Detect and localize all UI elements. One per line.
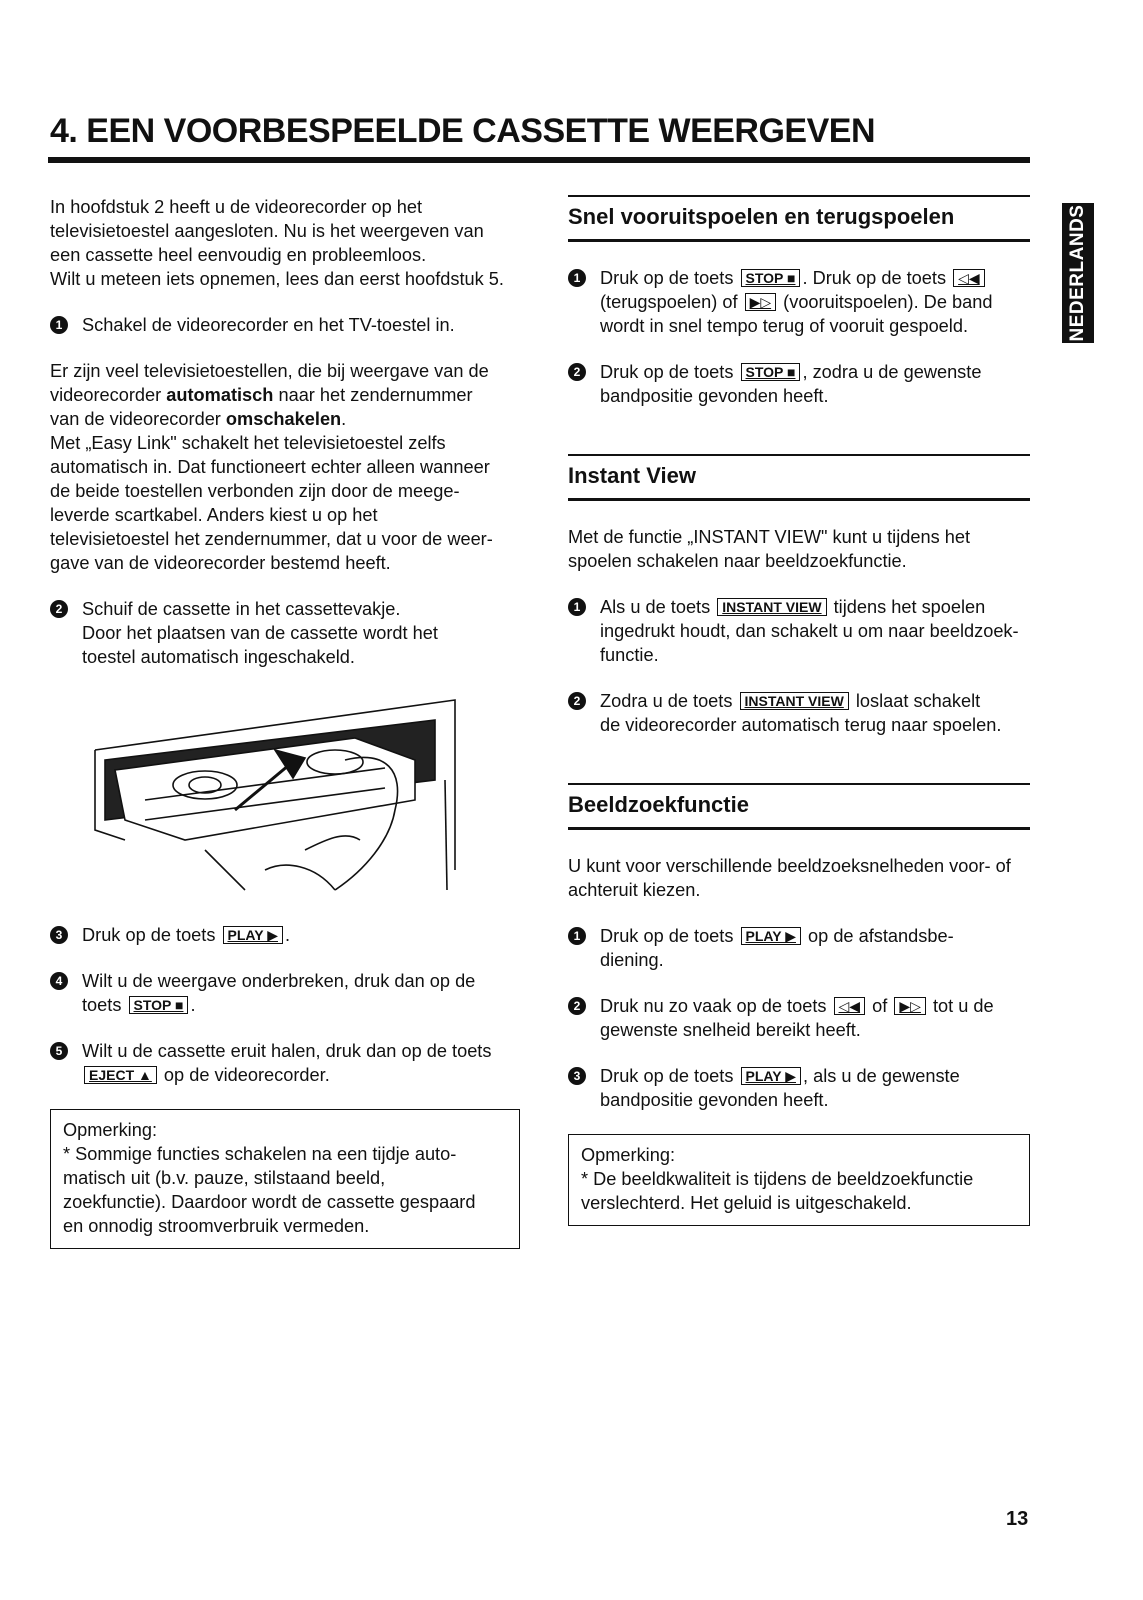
step-text: diening. bbox=[600, 950, 664, 970]
step-text bbox=[82, 993, 520, 1017]
step-2 bbox=[50, 597, 520, 669]
section-heading-instant-view: Instant View bbox=[568, 454, 1030, 501]
text: . bbox=[190, 995, 196, 1015]
note-line: * Sommige functies schakelen na een tijdje auto- bbox=[63, 1144, 457, 1164]
fast-wind-step-1 bbox=[568, 266, 1030, 338]
intro-line: een cassette heel eenvoudig en probleemloos. bbox=[50, 245, 427, 265]
text: . bbox=[284, 925, 291, 945]
step-text bbox=[600, 924, 1030, 948]
stop-key-icon: STOP ■ bbox=[129, 996, 189, 1014]
step-3 bbox=[50, 923, 520, 947]
text: Druk op de toets bbox=[600, 1066, 734, 1086]
step-number-icon: 2 bbox=[568, 997, 586, 1015]
text: . bbox=[341, 409, 347, 429]
step-text: Wilt u de cassette eruit halen, druk dan op de toets bbox=[82, 1041, 492, 1061]
title-rule bbox=[48, 157, 1030, 163]
text: van de videorecorder bbox=[50, 409, 226, 429]
text: tot u de bbox=[927, 996, 994, 1016]
step-number-icon: 2 bbox=[568, 692, 586, 710]
step-text bbox=[600, 689, 1030, 713]
para-line: Er zijn veel televisietoestellen, die bij weergave van de bbox=[50, 361, 489, 381]
instant-view-key-icon: INSTANT VIEW bbox=[717, 598, 826, 616]
text: (terugspoelen) of bbox=[600, 292, 738, 312]
para-line bbox=[50, 407, 520, 431]
para-line: televisietoestel het zendernummer, dat u voor de weer- bbox=[50, 529, 493, 549]
note-box bbox=[50, 1109, 520, 1249]
step-text bbox=[600, 266, 1030, 290]
step-4 bbox=[50, 969, 520, 1017]
note-title: Opmerking: bbox=[63, 1120, 158, 1140]
picture-search-step-3 bbox=[568, 1064, 1030, 1112]
step-text bbox=[600, 290, 1030, 314]
note-line: matisch uit (b.v. pauze, stilstaand beeld, bbox=[63, 1168, 386, 1188]
play-key-icon: PLAY ▶ bbox=[741, 927, 801, 945]
text: Druk op de toets bbox=[600, 362, 734, 382]
language-tab-label: NEDERLANDS bbox=[1067, 204, 1088, 342]
text: Als u de toets bbox=[600, 597, 711, 617]
step-text: Door het plaatsen van de cassette wordt het bbox=[82, 623, 438, 643]
step-text: de videorecorder automatisch terug naar spoelen. bbox=[600, 715, 1002, 735]
step-text: toestel automatisch ingeschakeld. bbox=[82, 647, 355, 667]
note-box bbox=[568, 1134, 1030, 1226]
text: Druk op de toets bbox=[600, 926, 734, 946]
rewind-key-icon: ◁◀ bbox=[834, 997, 866, 1015]
text: op de videorecorder. bbox=[158, 1065, 330, 1085]
step-text: ingedrukt houdt, dan schakelt u om naar beeldzoek- bbox=[600, 621, 1019, 641]
stop-key-icon: STOP ■ bbox=[741, 269, 801, 287]
text: op de afstandsbe- bbox=[802, 926, 954, 946]
eject-key-icon: EJECT ▲ bbox=[84, 1066, 157, 1084]
step-text: Wilt u de weergave onderbreken, druk dan op de bbox=[82, 971, 476, 991]
instant-view-step-1 bbox=[568, 595, 1030, 667]
step-number-icon: 5 bbox=[50, 1042, 68, 1060]
bold-text: omschakelen bbox=[225, 409, 342, 429]
auto-switch-paragraph bbox=[50, 359, 520, 575]
para-line: Met „Easy Link" schakelt het televisietoestel zelfs bbox=[50, 433, 446, 453]
instant-view-step-2 bbox=[568, 689, 1030, 737]
para-line: Met de functie „INSTANT VIEW" kunt u tijdens het bbox=[568, 527, 971, 547]
step-text: Schakel de videorecorder en het TV-toestel in. bbox=[82, 315, 455, 335]
note-line: en onnodig stroomverbruik vermeden. bbox=[63, 1216, 370, 1236]
step-number-icon: 1 bbox=[50, 316, 68, 334]
step-number-icon: 2 bbox=[50, 600, 68, 618]
bold-text: automatisch bbox=[166, 385, 274, 405]
language-tab bbox=[1062, 203, 1094, 343]
para-line: U kunt voor verschillende beeldzoeksnelheden voor- of bbox=[568, 856, 1011, 876]
step-text: functie. bbox=[600, 645, 659, 665]
step-text bbox=[600, 595, 1030, 619]
instant-view-intro bbox=[568, 525, 1030, 573]
chapter-title: 4. EEN VOORBESPEELDE CASSETTE WEERGEVEN bbox=[50, 112, 876, 150]
text: Druk op de toets bbox=[82, 925, 216, 945]
fast-forward-key-icon: ▶▷ bbox=[894, 997, 926, 1015]
para-line: leverde scartkabel. Anders kiest u op het bbox=[50, 505, 378, 525]
text: naar het zendernummer bbox=[273, 385, 473, 405]
intro-line: In hoofdstuk 2 heeft u de videorecorder op het bbox=[50, 197, 423, 217]
text: tijdens het spoelen bbox=[828, 597, 986, 617]
fast-forward-key-icon: ▶▷ bbox=[745, 293, 777, 311]
text: of bbox=[867, 996, 893, 1016]
section-heading-picture-search: Beeldzoekfunctie bbox=[568, 783, 1030, 830]
text: toets bbox=[82, 995, 122, 1015]
step-number-icon: 3 bbox=[50, 926, 68, 944]
note-line: * De beeldkwaliteit is tijdens de beeldzoekfunctie bbox=[581, 1169, 974, 1189]
cassette-insertion-illustration bbox=[85, 690, 475, 900]
play-key-icon: PLAY ▶ bbox=[741, 1067, 801, 1085]
page-number: 13 bbox=[1006, 1508, 1029, 1530]
step-5 bbox=[50, 1039, 520, 1087]
step-text: Schuif de cassette in het cassettevakje. bbox=[82, 599, 401, 619]
note-line: zoekfunctie). Daardoor wordt de cassette gespaard bbox=[63, 1192, 476, 1212]
step-text bbox=[600, 1064, 1030, 1088]
stop-key-icon: STOP ■ bbox=[741, 363, 801, 381]
step-text bbox=[600, 994, 1030, 1018]
intro-paragraph bbox=[50, 195, 520, 291]
note-title: Opmerking: bbox=[581, 1145, 676, 1165]
intro-line: televisietoestel aangesloten. Nu is het weergeven van bbox=[50, 221, 484, 241]
text: , zodra u de gewenste bbox=[802, 362, 982, 382]
text: videorecorder bbox=[50, 385, 167, 405]
text: loslaat schakelt bbox=[850, 691, 981, 711]
text: , als u de gewenste bbox=[802, 1066, 960, 1086]
step-text: bandpositie gevonden heeft. bbox=[600, 1090, 829, 1110]
text: . Druk op de toets bbox=[802, 268, 947, 288]
para-line: de beide toestellen verbonden zijn door de meege- bbox=[50, 481, 460, 501]
para-line: achteruit kiezen. bbox=[568, 880, 701, 900]
step-text bbox=[82, 1063, 520, 1087]
text: Druk op de toets bbox=[600, 268, 734, 288]
step-text: wordt in snel tempo terug of vooruit gespoeld. bbox=[600, 316, 969, 336]
step-1 bbox=[50, 313, 520, 337]
section-heading-fast-wind: Snel vooruitspoelen en terugspoelen bbox=[568, 195, 1030, 242]
step-text: bandpositie gevonden heeft. bbox=[600, 386, 829, 406]
text: Druk nu zo vaak op de toets bbox=[600, 996, 827, 1016]
intro-line: Wilt u meteen iets opnemen, lees dan eerst hoofdstuk 5. bbox=[50, 269, 504, 289]
step-number-icon: 1 bbox=[568, 598, 586, 616]
right-column bbox=[568, 195, 1030, 1226]
para-line: spoelen schakelen naar beeldzoekfunctie. bbox=[568, 551, 907, 571]
para-line: gave van de videorecorder bestemd heeft. bbox=[50, 553, 391, 573]
play-key-icon: PLAY ▶ bbox=[223, 926, 283, 944]
step-number-icon: 1 bbox=[568, 927, 586, 945]
step-text bbox=[82, 923, 520, 947]
para-line: automatisch in. Dat functioneert echter alleen wanneer bbox=[50, 457, 490, 477]
picture-search-step-2 bbox=[568, 994, 1030, 1042]
step-number-icon: 2 bbox=[568, 363, 586, 381]
rewind-key-icon: ◁◀ bbox=[953, 269, 985, 287]
step-text: gewenste snelheid bereikt heeft. bbox=[600, 1020, 861, 1040]
instant-view-key-icon: INSTANT VIEW bbox=[740, 692, 849, 710]
picture-search-step-1 bbox=[568, 924, 1030, 972]
step-number-icon: 4 bbox=[50, 972, 68, 990]
text: Zodra u de toets bbox=[600, 691, 733, 711]
note-line: verslechterd. Het geluid is uitgeschakeld. bbox=[581, 1193, 912, 1213]
step-number-icon: 1 bbox=[568, 269, 586, 287]
picture-search-intro bbox=[568, 854, 1030, 902]
text: (vooruitspoelen). De band bbox=[778, 292, 993, 312]
step-text bbox=[600, 360, 1030, 384]
para-line bbox=[50, 383, 520, 407]
fast-wind-step-2 bbox=[568, 360, 1030, 408]
step-number-icon: 3 bbox=[568, 1067, 586, 1085]
